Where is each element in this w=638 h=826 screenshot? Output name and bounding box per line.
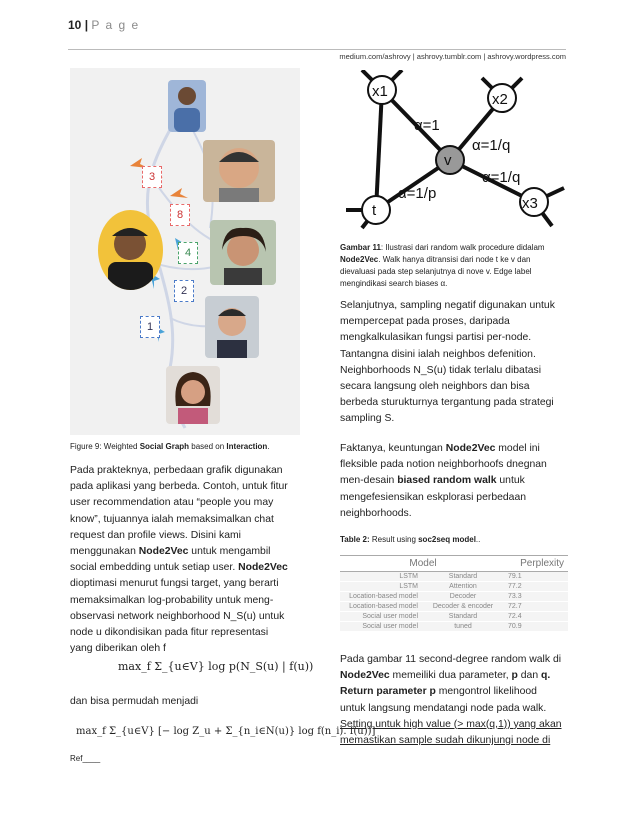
edge-label-3: α=1/q <box>482 169 521 186</box>
text-line: mempercepat pada proses, daripada <box>340 316 510 328</box>
page-number: 10 <box>68 18 82 32</box>
right-paragraph-2 <box>340 441 568 522</box>
header-rule <box>68 49 566 50</box>
caption-line <box>340 254 568 266</box>
text-span: dan <box>517 670 542 682</box>
text-line: Selanjutnya, sampling negatif digunakan untuk <box>340 300 555 311</box>
caption-text: . Walk hanya ditransisi dari node t ke v dan <box>378 255 531 264</box>
text-span: menggunakan <box>70 546 139 558</box>
text-span: model ini <box>495 443 540 454</box>
text-line: Neighborhoods N_S(u) tidak terlalu dibatasi <box>340 364 541 376</box>
caption-bold: Node2Vec <box>340 255 379 264</box>
text-span: mengontrol likelihood <box>435 686 537 698</box>
caption-line <box>340 242 568 254</box>
bold-term: biased random walk <box>397 475 497 487</box>
text-span: untuk <box>496 475 525 487</box>
caption-text: .. <box>475 535 481 544</box>
cell-perplexity: 77.2 <box>506 582 568 592</box>
caption-bold: Social Graph <box>139 442 190 451</box>
text-line: neighborhoods. <box>340 507 412 519</box>
text-span: untuk mengambil <box>188 546 271 558</box>
caption-bold: soc2seq model <box>418 535 476 544</box>
text-span: social embedding untuk setiap user. <box>70 562 239 574</box>
text-line: memaksimalkan log-probability untuk meng- <box>70 594 274 606</box>
badge-2: 2 <box>174 280 194 302</box>
badge-8: 8 <box>170 204 190 226</box>
between-equations-text: dan bisa permudah menjadi <box>70 696 199 707</box>
cell-variant: Attention <box>420 582 506 592</box>
text-line <box>340 473 568 489</box>
caption-text: Result using <box>369 535 419 544</box>
text-line: memastikan sample sudah dikunjungi node di <box>340 735 551 747</box>
right-paragraph-3 <box>340 652 568 749</box>
edge-label-1: α=1 <box>414 117 440 134</box>
site-links: medium.com/ashrovy | ashrovy.tumblr.com | ashrovy.wordpress.com <box>339 52 566 61</box>
cell-model: Location-based model <box>340 592 420 602</box>
bold-term: Node2Vec <box>138 546 189 558</box>
text-line: Pada prakteknya, perbedaan grafik digunakan <box>70 465 283 476</box>
text-line: berbeda sturukturnya tergantung pada strategi <box>340 397 554 409</box>
caption-line: dievaluasi pada step selanjutnya di nove v. Edge label <box>340 267 532 276</box>
text-line: secara langsung oleh neighbors dan bisa <box>340 381 530 393</box>
equation-1: max_f Σ_{u∈V} log p(N_S(u) | f(u)) <box>118 660 314 673</box>
left-paragraph <box>70 463 300 657</box>
label-t: t <box>372 202 377 219</box>
person-photo <box>168 80 206 132</box>
text-line: Pada gambar 11 second-degree random walk di <box>340 654 562 665</box>
table-row <box>340 602 568 612</box>
text-line <box>340 684 568 700</box>
reference-line: Ref____ <box>70 754 101 763</box>
page-header <box>68 18 140 32</box>
cell-model: Social user model <box>340 622 420 632</box>
text-line: node u dikondisikan pada fitur representasi <box>70 627 269 639</box>
text-line: untuk langsung mendatangi node pada walk. <box>340 702 547 714</box>
table-row <box>340 582 568 592</box>
cell-model: LSTM <box>340 582 420 592</box>
text-line: fleksible pada notion neighborhoofs dnegnan <box>340 459 547 471</box>
text-line <box>70 560 300 576</box>
text-span: memeiliki dua parameter, <box>389 670 512 682</box>
text-line: request dan profile views. Disini kami <box>70 529 241 541</box>
header-perplexity: Perplexity <box>506 556 568 572</box>
cell-perplexity: 73.3 <box>506 592 568 602</box>
bold-term: Node2Vec <box>238 562 288 574</box>
text-line: mengefesiensikan eskplorasi perbedaan <box>340 491 526 503</box>
text-span: Faktanya, keuntungan <box>340 443 446 454</box>
text-line: yang diberikan oleh f <box>70 643 166 655</box>
edge-label-4: α=1/p <box>398 185 437 202</box>
badge-3: 3 <box>142 166 162 188</box>
badge-1: 1 <box>140 316 160 338</box>
table-row <box>340 622 568 632</box>
cell-variant: Decoder <box>420 592 506 602</box>
label-v: v <box>444 152 452 169</box>
text-line: dioptimasi menurut fungsi target, yang berarti <box>70 578 279 590</box>
caption-bold: Interaction <box>226 442 268 451</box>
caption-label: Gambar 11 <box>340 243 381 252</box>
text-line <box>340 441 568 457</box>
text-line: sampling S. <box>340 413 395 425</box>
person-photo <box>203 140 275 202</box>
bold-term: p <box>511 670 518 682</box>
cell-model: Location-based model <box>340 602 420 612</box>
figure-11-random-walk <box>342 70 567 230</box>
text-line: pada aplikasi yang berbeda. Contoh, untuk fitur <box>70 481 288 493</box>
caption-text: : Ilustrasi dari random walk procedure didalam <box>380 243 545 252</box>
person-photo <box>98 210 163 290</box>
header-separator: | <box>81 18 92 32</box>
cell-perplexity: 72.4 <box>506 612 568 622</box>
person-photo <box>166 366 220 424</box>
text-span: men-desain <box>340 475 398 487</box>
text-line <box>340 668 568 684</box>
label-x3: x3 <box>522 195 538 212</box>
table-row <box>340 612 568 622</box>
page-word: P a g e <box>91 18 140 32</box>
caption-label: Figure 9: <box>70 442 102 451</box>
text-line: observasi network neighborhood N_S(u) untuk <box>70 610 285 622</box>
table-2-caption <box>340 534 480 546</box>
edge-label-2: α=1/q <box>472 137 511 154</box>
bold-term: Return parameter p <box>340 686 436 698</box>
cell-variant: Standard <box>420 612 506 622</box>
equation-2: max_f Σ_{u∈V} [− log Z_u + Σ_{n_i∈N(u)} log f(n_i). f(u))] <box>76 726 376 737</box>
caption-text: based on <box>189 442 227 451</box>
bold-term: Node2Vec <box>445 443 496 454</box>
table-row <box>340 592 568 602</box>
caption-text: . <box>267 442 270 451</box>
label-x2: x2 <box>492 91 508 108</box>
cell-model: Social user model <box>340 612 420 622</box>
person-photo <box>205 296 259 358</box>
cell-variant: Standard <box>420 572 506 582</box>
caption-label: Table 2: <box>340 535 370 544</box>
cell-perplexity: 70.9 <box>506 622 568 632</box>
cell-variant: tuned <box>420 622 506 632</box>
bold-term: Node2Vec <box>340 670 390 682</box>
cell-model: LSTM <box>340 572 420 582</box>
person-photo <box>210 220 276 285</box>
table-header-row <box>340 556 568 572</box>
results-table <box>340 555 568 632</box>
table-row <box>340 572 568 582</box>
text-line: Tantangna disini ialah neighbos defenition. <box>340 348 536 360</box>
label-x1: x1 <box>372 83 388 100</box>
text-line <box>70 544 300 560</box>
text-line: know”, tujuannya ialah memaksimalkan chat <box>70 513 274 525</box>
text-line: user recommendation atau “people you may <box>70 497 274 509</box>
caption-line: mengindikasi search biases α. <box>340 279 448 288</box>
badge-4: 4 <box>178 242 198 264</box>
header-model: Model <box>340 556 506 572</box>
text-line: mengkalkulasikan fungsi partisi per-node. <box>340 332 532 344</box>
caption-text: Weighted <box>101 442 140 451</box>
figure-9-caption <box>70 441 300 453</box>
figure-11-caption <box>340 242 568 290</box>
bold-term: q. <box>541 670 551 682</box>
text-line: Setting untuk high value (> max(q,1)) yang akan <box>340 718 562 730</box>
figure-9-social-graph <box>70 68 300 435</box>
cell-variant: Decoder & encoder <box>420 602 506 612</box>
right-paragraph-1 <box>340 298 568 428</box>
cell-perplexity: 79.1 <box>506 572 568 582</box>
cell-perplexity: 72.7 <box>506 602 568 612</box>
